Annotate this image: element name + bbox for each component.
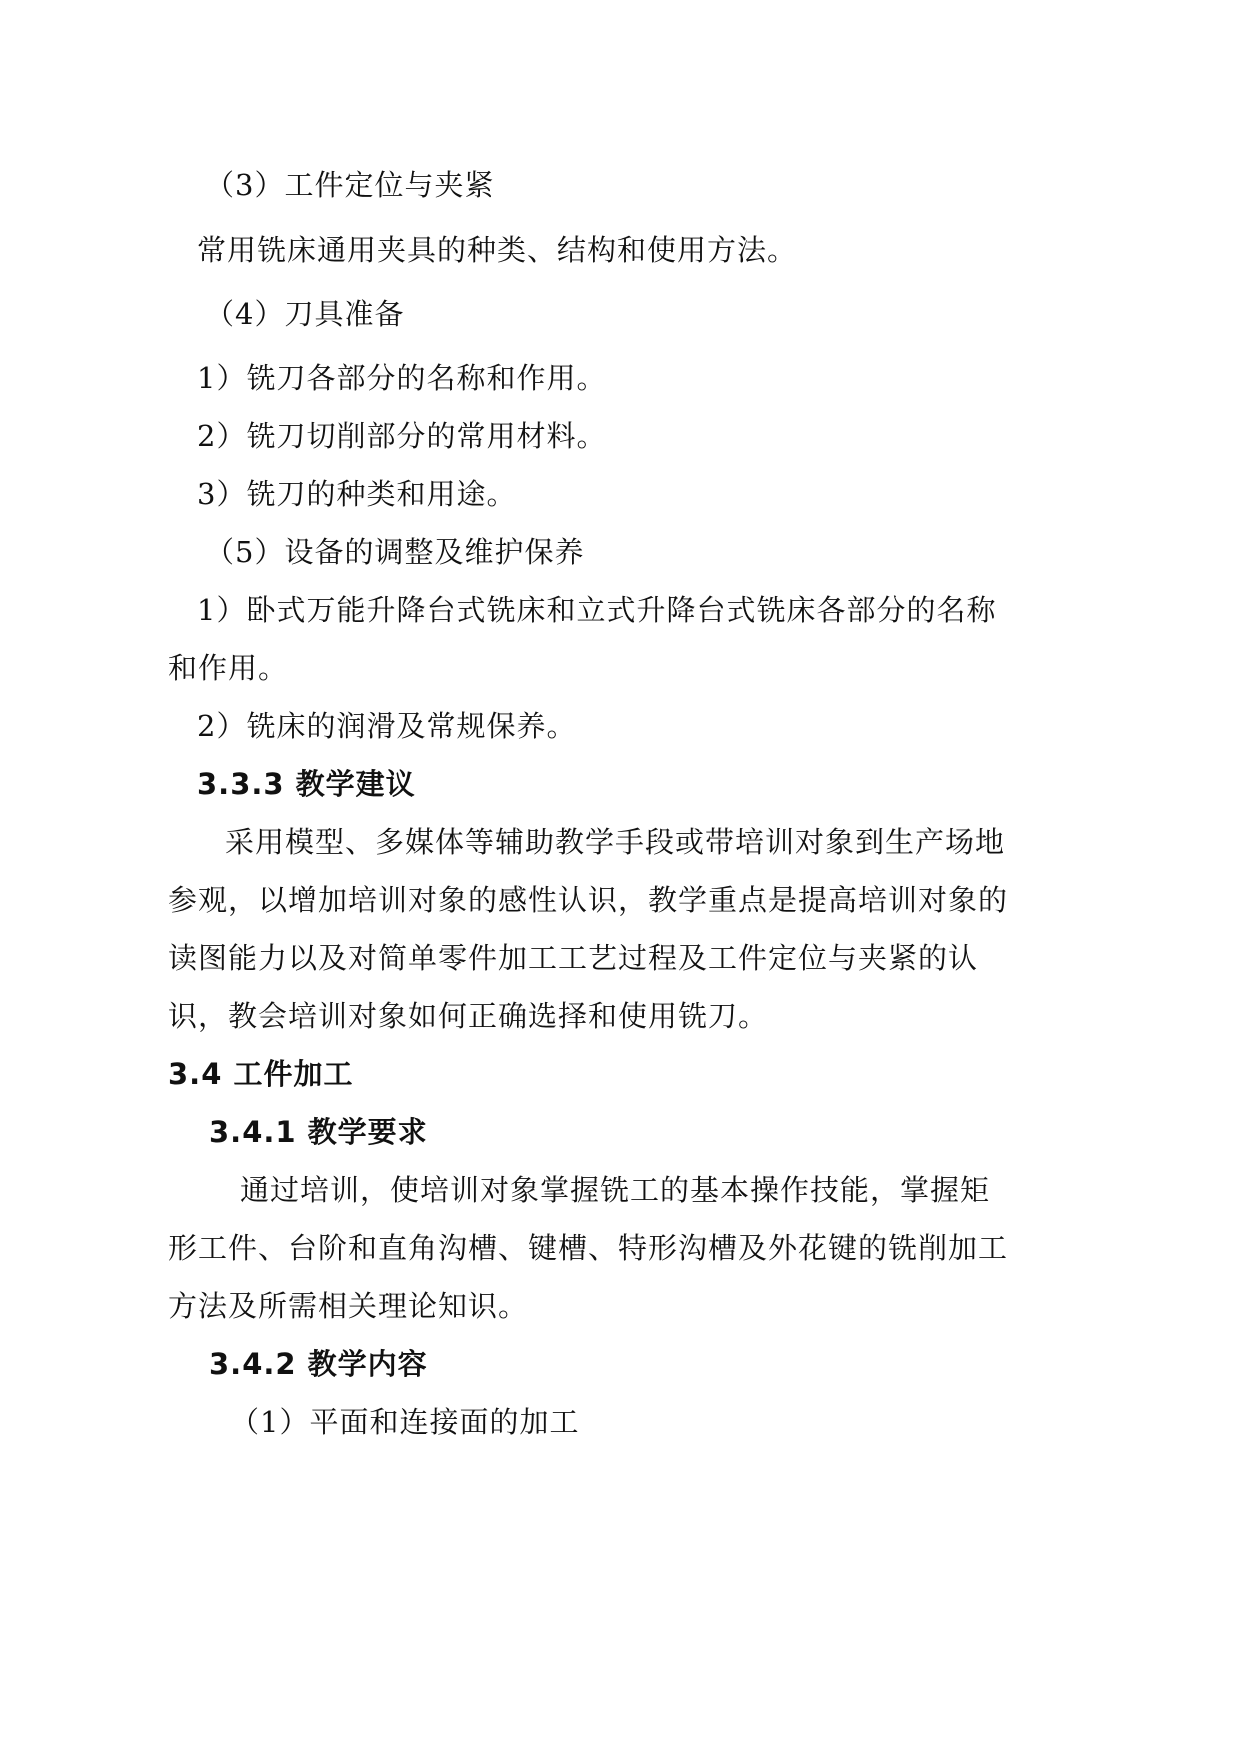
section-heading-3-4-2: 3.4.2 教学内容: [209, 1347, 428, 1381]
section-heading-3-3-3: 3.3.3 教学建议: [197, 767, 416, 801]
section-heading-3-4-1: 3.4.1 教学要求: [209, 1115, 428, 1149]
body-line: 和作用。: [168, 651, 289, 685]
paragraph-line: 通过培训，使培训对象掌握铣工的基本操作技能，掌握矩: [240, 1173, 991, 1207]
item-1-heading: （1）平面和连接面的加工: [230, 1405, 580, 1439]
paragraph-line: 参观，以增加培训对象的感性认识，教学重点是提高培训对象的: [168, 883, 1009, 917]
paragraph-line: 识，教会培训对象如何正确选择和使用铣刀。: [168, 999, 769, 1033]
list-item: 3）铣刀的种类和用途。: [197, 477, 517, 511]
body-line: 常用铣床通用夹具的种类、结构和使用方法。: [197, 233, 798, 267]
paragraph-line: 形工件、台阶和直角沟槽、键槽、特形沟槽及外花键的铣削加工: [168, 1231, 1009, 1265]
item-4-heading: （4）刀具准备: [205, 297, 405, 331]
paragraph-line: 读图能力以及对简单零件加工工艺过程及工件定位与夹紧的认: [168, 941, 979, 975]
paragraph-line: 方法及所需相关理论知识。: [168, 1289, 529, 1323]
section-heading-3-4: 3.4 工件加工: [168, 1057, 354, 1091]
list-item: 1）卧式万能升降台式铣床和立式升降台式铣床各部分的名称: [197, 593, 997, 627]
list-item: 1）铣刀各部分的名称和作用。: [197, 361, 607, 395]
item-3-heading: （3）工件定位与夹紧: [205, 168, 495, 202]
list-item: 2）铣床的润滑及常规保养。: [197, 709, 577, 743]
item-5-heading: （5）设备的调整及维护保养: [205, 535, 585, 569]
list-item: 2）铣刀切削部分的常用材料。: [197, 419, 607, 453]
paragraph-line: 采用模型、多媒体等辅助教学手段或带培训对象到生产场地: [225, 825, 1006, 859]
